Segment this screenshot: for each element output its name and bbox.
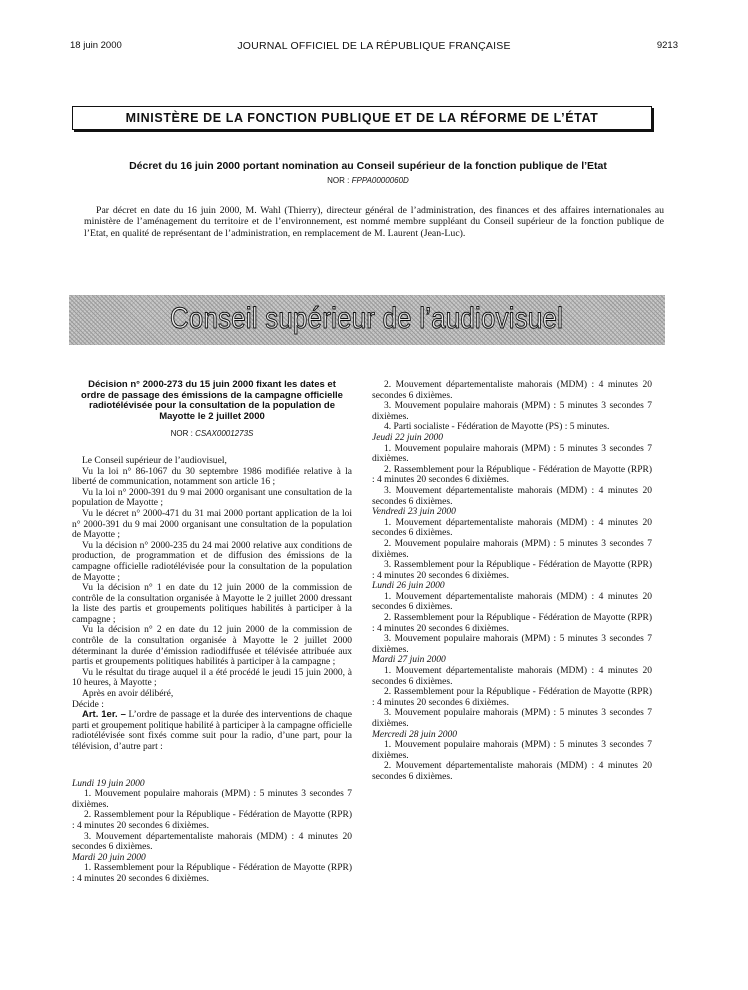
running-header <box>70 40 678 54</box>
nor-code: FPPA0000060D <box>351 176 409 185</box>
banner-title: Conseil supérieur de l’audiovisuel <box>170 302 564 335</box>
schedule-item: 4. Parti socialiste - Fédération de Mayotte (PS) : 5 minutes. <box>384 422 610 433</box>
schedule-item: 1. Mouvement populaire mahorais (MPM) : 5 minutes 3 secondes 7 dixièmes. <box>372 443 652 465</box>
preamble-paragraph: Vu la loi n° 86-1067 du 30 septembre 1986 modifiée relative à la liberté de communication, notamment son article 16 ; <box>72 466 352 488</box>
article-text: L’ordre de passage et la durée des interventions de chaque parti et groupement politique habilité à participer à la campagne officielle radiotélévisée sont fixés comme suit pour la radio, d’une part, pour la télévision, d’autre part : <box>72 710 352 752</box>
schedule-left <box>72 779 352 885</box>
schedule-item: 1. Mouvement populaire mahorais (MPM) : 5 minutes 3 secondes 7 dixièmes. <box>372 740 652 761</box>
day-heading: Mardi 27 juin 2000 <box>372 655 446 666</box>
section-banner <box>69 295 665 345</box>
schedule-item: 1. Mouvement départementaliste mahorais (MDM) : 4 minutes 20 secondes 6 dixièmes. <box>372 666 652 687</box>
schedule-item: 3. Mouvement départementaliste mahorais (MDM) : 4 minutes 20 secondes 6 dixièmes. <box>372 485 652 507</box>
header-date: 18 juin 2000 <box>70 40 122 51</box>
schedule-item: 3. Rassemblement pour la République - Fédération de Mayotte (RPR) : 4 minutes 20 secondes 6 dixièmes. <box>372 560 652 581</box>
nor-label: NOR : <box>327 176 352 185</box>
schedule-item: 1. Rassemblement pour la République - Fédération de Mayotte (RPR) : 4 minutes 20 secondes 6 dixièmes. <box>72 863 352 884</box>
article-label: Art. 1er. – <box>82 709 126 721</box>
decree-body: Par décret en date du 16 juin 2000, M. Wahl (Thierry), directeur général de l’administration, des finances et des affaires internationales au ministère de l’aménagement du territoire et de l’environnement, est nommé membre suppléant du Conseil supérieur de la fonction publique de l’Etat, en qualité de représentant de l’administration, en remplacement de M. Laurent (Jean-Luc). <box>84 204 664 239</box>
decree-title: Décret du 16 juin 2000 portant nomination au Conseil supérieur de la fonction publique de l’Etat <box>129 160 607 172</box>
preamble-paragraph: Le Conseil supérieur de l’audiovisuel, <box>82 455 227 466</box>
nor-code: CSAX0001273S <box>195 429 254 439</box>
schedule-item: 2. Rassemblement pour la République - Fédération de Mayotte (RPR) : 4 minutes 20 secondes 6 dixièmes. <box>372 464 652 486</box>
nor-label: NOR : <box>170 429 196 439</box>
schedule-item: 3. Mouvement départementaliste mahorais (MDM) : 4 minutes 20 secondes 6 dixièmes. <box>72 831 352 853</box>
schedule-item: 2. Rassemblement pour la République - Fédération de Mayotte (RPR) : 4 minutes 20 secondes 6 dixièmes. <box>72 810 352 831</box>
schedule-item: 2. Rassemblement pour la République - Fédération de Mayotte (RPR) : 4 minutes 20 secondes 6 dixièmes. <box>372 687 652 708</box>
right-column <box>372 380 652 783</box>
schedule-right <box>372 433 652 783</box>
schedule-item: 2. Mouvement populaire mahorais (MPM) : 5 minutes 3 secondes 7 dixièmes. <box>372 538 652 560</box>
schedule-item: 2. Rassemblement pour la République - Fédération de Mayotte (RPR) : 4 minutes 20 secondes 6 dixièmes. <box>372 613 652 634</box>
day-heading: Mardi 20 juin 2000 <box>72 852 146 863</box>
continued-list <box>372 380 652 433</box>
preamble-paragraph: Vu le décret n° 2000-471 du 31 mai 2000 portant application de la loi n° 2000-391 du 9 mai 2000 organisant une consultation de la population de Mayotte ; <box>72 508 352 541</box>
schedule-item: 1. Mouvement départementaliste mahorais (MDM) : 4 minutes 20 secondes 6 dixièmes. <box>372 591 652 613</box>
day-heading: Jeudi 22 juin 2000 <box>372 432 443 443</box>
decision-title: Décision n° 2000-273 du 15 juin 2000 fixant les dates et ordre de passage des émissions de la campagne officielle radiotélévisée pour la consultation de la population de Mayotte le 2 juillet 2000 <box>81 379 343 422</box>
schedule-item: 1. Mouvement départementaliste mahorais (MDM) : 4 minutes 20 secondes 6 dixièmes. <box>372 517 652 539</box>
preamble-paragraph: Vu la décision n° 2 en date du 12 juin 2000 de la commission de contrôle de la consultation organisée à Mayotte le 2 juillet 2000 déterminant la durée d’émission radiodiffusée et télévisée attribuée aux partis et groupements politiques habilités à participer à la campagne ; <box>72 625 352 668</box>
day-heading: Mercredi 28 juin 2000 <box>372 729 458 740</box>
day-heading: Lundi 19 juin 2000 <box>72 778 145 789</box>
decree-nor <box>72 176 664 185</box>
day-heading: Vendredi 23 juin 2000 <box>372 507 456 518</box>
preamble-paragraph: Vu la loi n° 2000-391 du 9 mai 2000 organisant une consultation de la population de Mayotte ; <box>72 487 352 509</box>
article-1 <box>72 710 352 752</box>
schedule-item: 3. Mouvement populaire mahorais (MPM) : 5 minutes 3 secondes 7 dixièmes. <box>372 708 652 729</box>
preamble-paragraph: Vu le résultat du tirage auquel il a été procédé le jeudi 15 juin 2000, à 10 heures, à Mayotte ; <box>72 667 352 689</box>
day-heading: Lundi 26 juin 2000 <box>372 581 445 592</box>
preamble-paragraph: Vu la décision n° 1 en date du 12 juin 2000 de la commission de contrôle de la consultation organisée à Mayotte le 2 juillet 2000 dressant la liste des partis et groupements politiques habilités à participer à la campagne ; <box>72 583 352 625</box>
schedule-item: 3. Mouvement populaire mahorais (MPM) : 5 minutes 3 secondes 7 dixièmes. <box>372 634 652 655</box>
preamble-paragraph: Après en avoir délibéré, <box>82 689 174 700</box>
schedule-item: 2. Mouvement départementaliste mahorais (MDM) : 4 minutes 20 secondes 6 dixièmes. <box>372 761 652 782</box>
schedule-item: 1. Mouvement populaire mahorais (MPM) : 5 minutes 3 secondes 7 dixièmes. <box>72 789 352 810</box>
ministry-heading: MINISTÈRE DE LA FONCTION PUBLIQUE ET DE LA RÉFORME DE L’ÉTAT <box>72 106 652 130</box>
schedule-item: 3. Mouvement populaire mahorais (MPM) : 5 minutes 3 secondes 7 dixièmes. <box>372 401 652 422</box>
left-column <box>72 380 352 885</box>
decision-nor <box>72 429 352 440</box>
preamble <box>72 456 352 700</box>
decide-heading: Décide : <box>72 699 104 710</box>
preamble-paragraph: Vu la décision n° 2000-235 du 24 mai 2000 relative aux conditions de production, de programmation et de diffusion des émissions de la campagne officielle radiotélévisée pour la consultation de la population de Mayotte ; <box>72 540 352 583</box>
schedule-item: 2. Mouvement départementaliste mahorais (MDM) : 4 minutes 20 secondes 6 dixièmes. <box>372 380 652 401</box>
page-number: 9213 <box>656 40 678 51</box>
journal-title: JOURNAL OFFICIEL DE LA RÉPUBLIQUE FRANÇAISE <box>237 40 511 52</box>
